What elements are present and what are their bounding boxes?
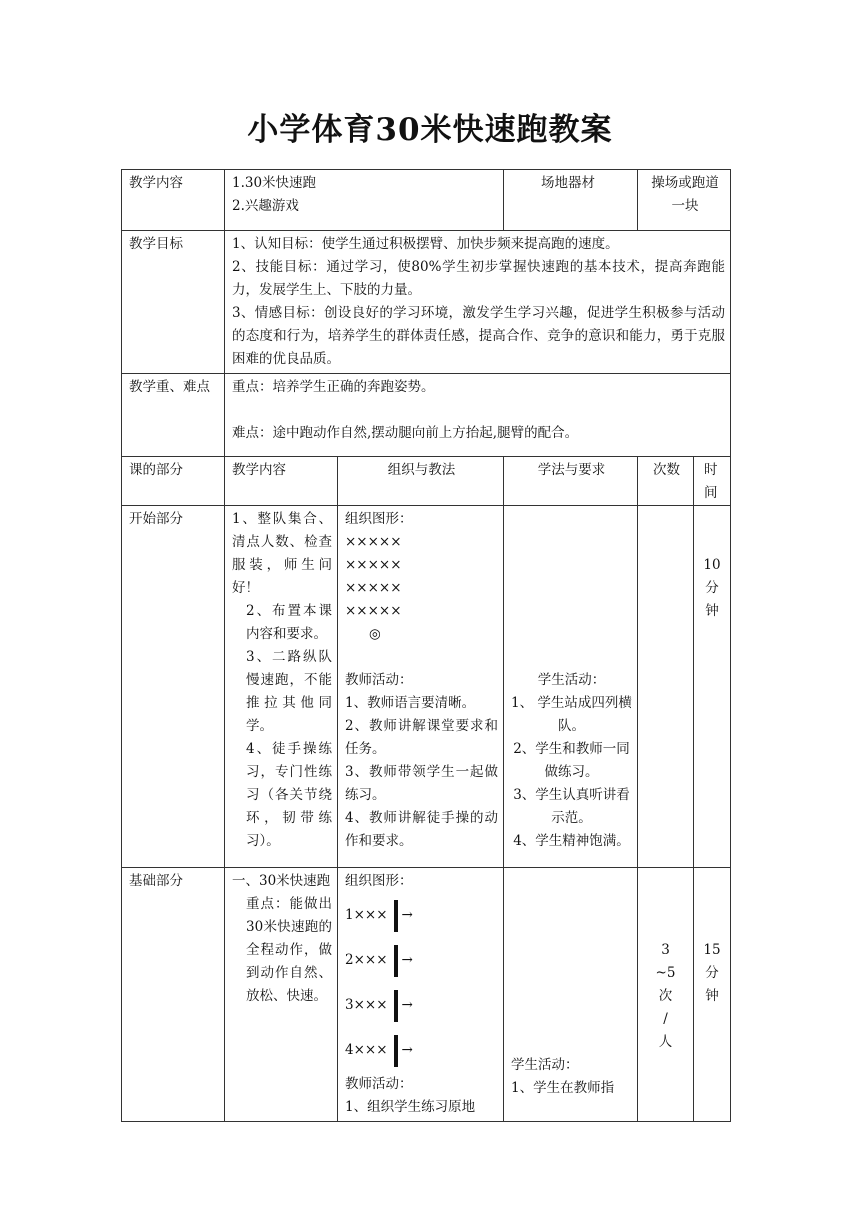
goal-item: 3、情感目标：创设良好的学习环境，激发学生学习兴趣，促进学生积极参与活动的态度和行为，培养学生的群体责任感，提高合作、竞争的意识和能力，勇于克服困难的优良品质。 [232,305,725,367]
basic-content-item: 一、30米快速跑 [232,873,331,889]
teacher-activity-title: 教师活动： [345,672,413,688]
label-key-difficulty: 教学重、难点 [122,374,225,457]
header-study: 学法与要求 [504,457,638,506]
key-difficulty-cell [225,374,731,457]
basic-content-item: 重点：能做出30米快速跑的全程动作，做到动作自然、放松、快速。 [246,896,332,1004]
student-activity-item: 1、学生在教师指 [511,1080,615,1096]
row-teaching-content [122,170,731,231]
teaching-content-cell [225,170,504,231]
goal-item: 1、认知目标：使学生通过积极摆臂、加快步频来提高跑的速度。 [232,236,619,252]
formation-row: ××××× [345,534,402,550]
difficulty-point: 难点：途中跑动作自然,摆动腿向前上方抬起,腿臂的配合。 [232,425,579,441]
run-lane [345,893,498,938]
start-study-cell [504,506,638,868]
times-value: 3 [661,942,670,958]
basic-times-cell [638,868,694,1122]
start-content-item: 1、整队集合、清点人数、检查服装，师生问好！ [232,511,332,596]
start-line-icon [394,900,398,932]
teacher-activity-item: 1、组织学生练习原地 [345,1099,476,1115]
row-start-part [122,506,731,868]
run-lane [345,938,498,983]
arrow-right-icon: → [401,997,413,1013]
teaching-goals-cell [225,231,731,374]
label-venue [504,170,638,231]
row-key-difficulty [122,374,731,457]
formation-title: 组织图形： [345,511,413,527]
row-basic-part [122,868,731,1122]
student-activity-item: 2、学生和教师一同做练习。 [513,741,630,780]
start-line-icon [394,990,398,1022]
run-lane [345,1028,498,1073]
teacher-activity-item: 4、教师讲解徒手操的动作和要求。 [345,810,498,849]
basic-part-label: 基础部分 [122,868,225,1122]
teacher-activity-item: 3、教师带领学生一起做练习。 [345,764,498,803]
page-title: 小学体育30米快速跑教案 [247,112,613,148]
run-lane [345,983,498,1028]
formation-row: ××××× [345,580,402,596]
student-activity-item: 1、 学生站成四列横队。 [511,695,632,734]
teacher-position-icon: ◎ [369,626,381,642]
header-part: 课的部分 [122,457,225,506]
header-times: 次数 [638,457,694,506]
time-unit-char: 钟 [705,603,719,619]
start-line-icon [394,945,398,977]
start-times-cell [638,506,694,868]
row-column-headers [122,457,731,506]
time-unit-char: 分 [705,580,719,596]
start-part-label: 开始部分 [122,506,225,868]
basic-study-cell [504,868,638,1122]
label-teaching-goals: 教学目标 [122,231,225,374]
formation-row: ××××× [345,603,402,619]
formation-row: ××××× [345,557,402,573]
start-method-cell [338,506,504,868]
header-content: 教学内容 [225,457,338,506]
key-point: 重点：培养学生正确的奔跑姿势。 [232,379,435,395]
arrow-right-icon: → [401,907,413,923]
arrow-right-icon: → [401,952,413,968]
row-teaching-goals [122,231,731,374]
content-item: 2.兴趣游戏 [232,198,299,214]
times-value: ~5 [655,965,676,981]
run-lane-label: 4××× [345,1042,388,1058]
run-lane-label: 3××× [345,997,388,1013]
run-lane-label: 2××× [345,952,388,968]
start-content-item: 2、布置本课内容和要求。 [246,603,332,642]
basic-content-cell [225,868,338,1122]
venue-text: 操场或跑道一块 [651,175,719,214]
venue-cell [638,170,731,231]
venue-label-text: 场地器材 [541,175,595,191]
lesson-plan-table [121,169,731,1122]
time-unit-char: 分 [705,965,719,981]
start-time-cell [694,506,731,868]
content-item: 1.30米快速跑 [232,175,317,191]
teacher-activity-title: 教师活动： [345,1076,413,1092]
header-time: 时间 [694,457,731,506]
times-value: / [663,1011,668,1027]
time-value: 15 [703,942,721,958]
times-value: 人 [658,1034,673,1050]
header-method: 组织与教法 [338,457,504,506]
label-teaching-content: 教学内容 [122,170,225,231]
time-unit-char: 钟 [705,988,719,1004]
formation-title: 组织图形： [345,873,413,889]
arrow-right-icon: → [401,1042,413,1058]
basic-time-cell [694,868,731,1122]
times-value: 次 [658,988,673,1004]
time-value: 10 [703,557,721,573]
run-lane-label: 1××× [345,907,388,923]
student-activity-item: 3、学生认真听讲看示范。 [513,787,630,826]
student-activity-item: 4、学生精神饱满。 [513,833,630,849]
teacher-activity-item: 1、教师语言要清晰。 [345,695,476,711]
basic-method-cell [338,868,504,1122]
start-line-icon [394,1035,398,1067]
start-content-cell [225,506,338,868]
start-content-item: 3、二路纵队慢速跑，不能推拉其他同学。 [246,649,332,734]
goal-item: 2、技能目标：通过学习，使80%学生初步掌握快速跑的基本技术，提高奔跑能力，发展学生上、下肢的力量。 [232,259,725,298]
start-content-item: 4、徒手操练习，专门性练习（各关节绕环，韧带练习）。 [246,741,332,849]
student-activity-title: 学生活动： [511,1057,579,1073]
student-activity-title: 学生活动： [537,672,606,688]
teacher-activity-item: 2、教师讲解课堂要求和任务。 [345,718,498,757]
